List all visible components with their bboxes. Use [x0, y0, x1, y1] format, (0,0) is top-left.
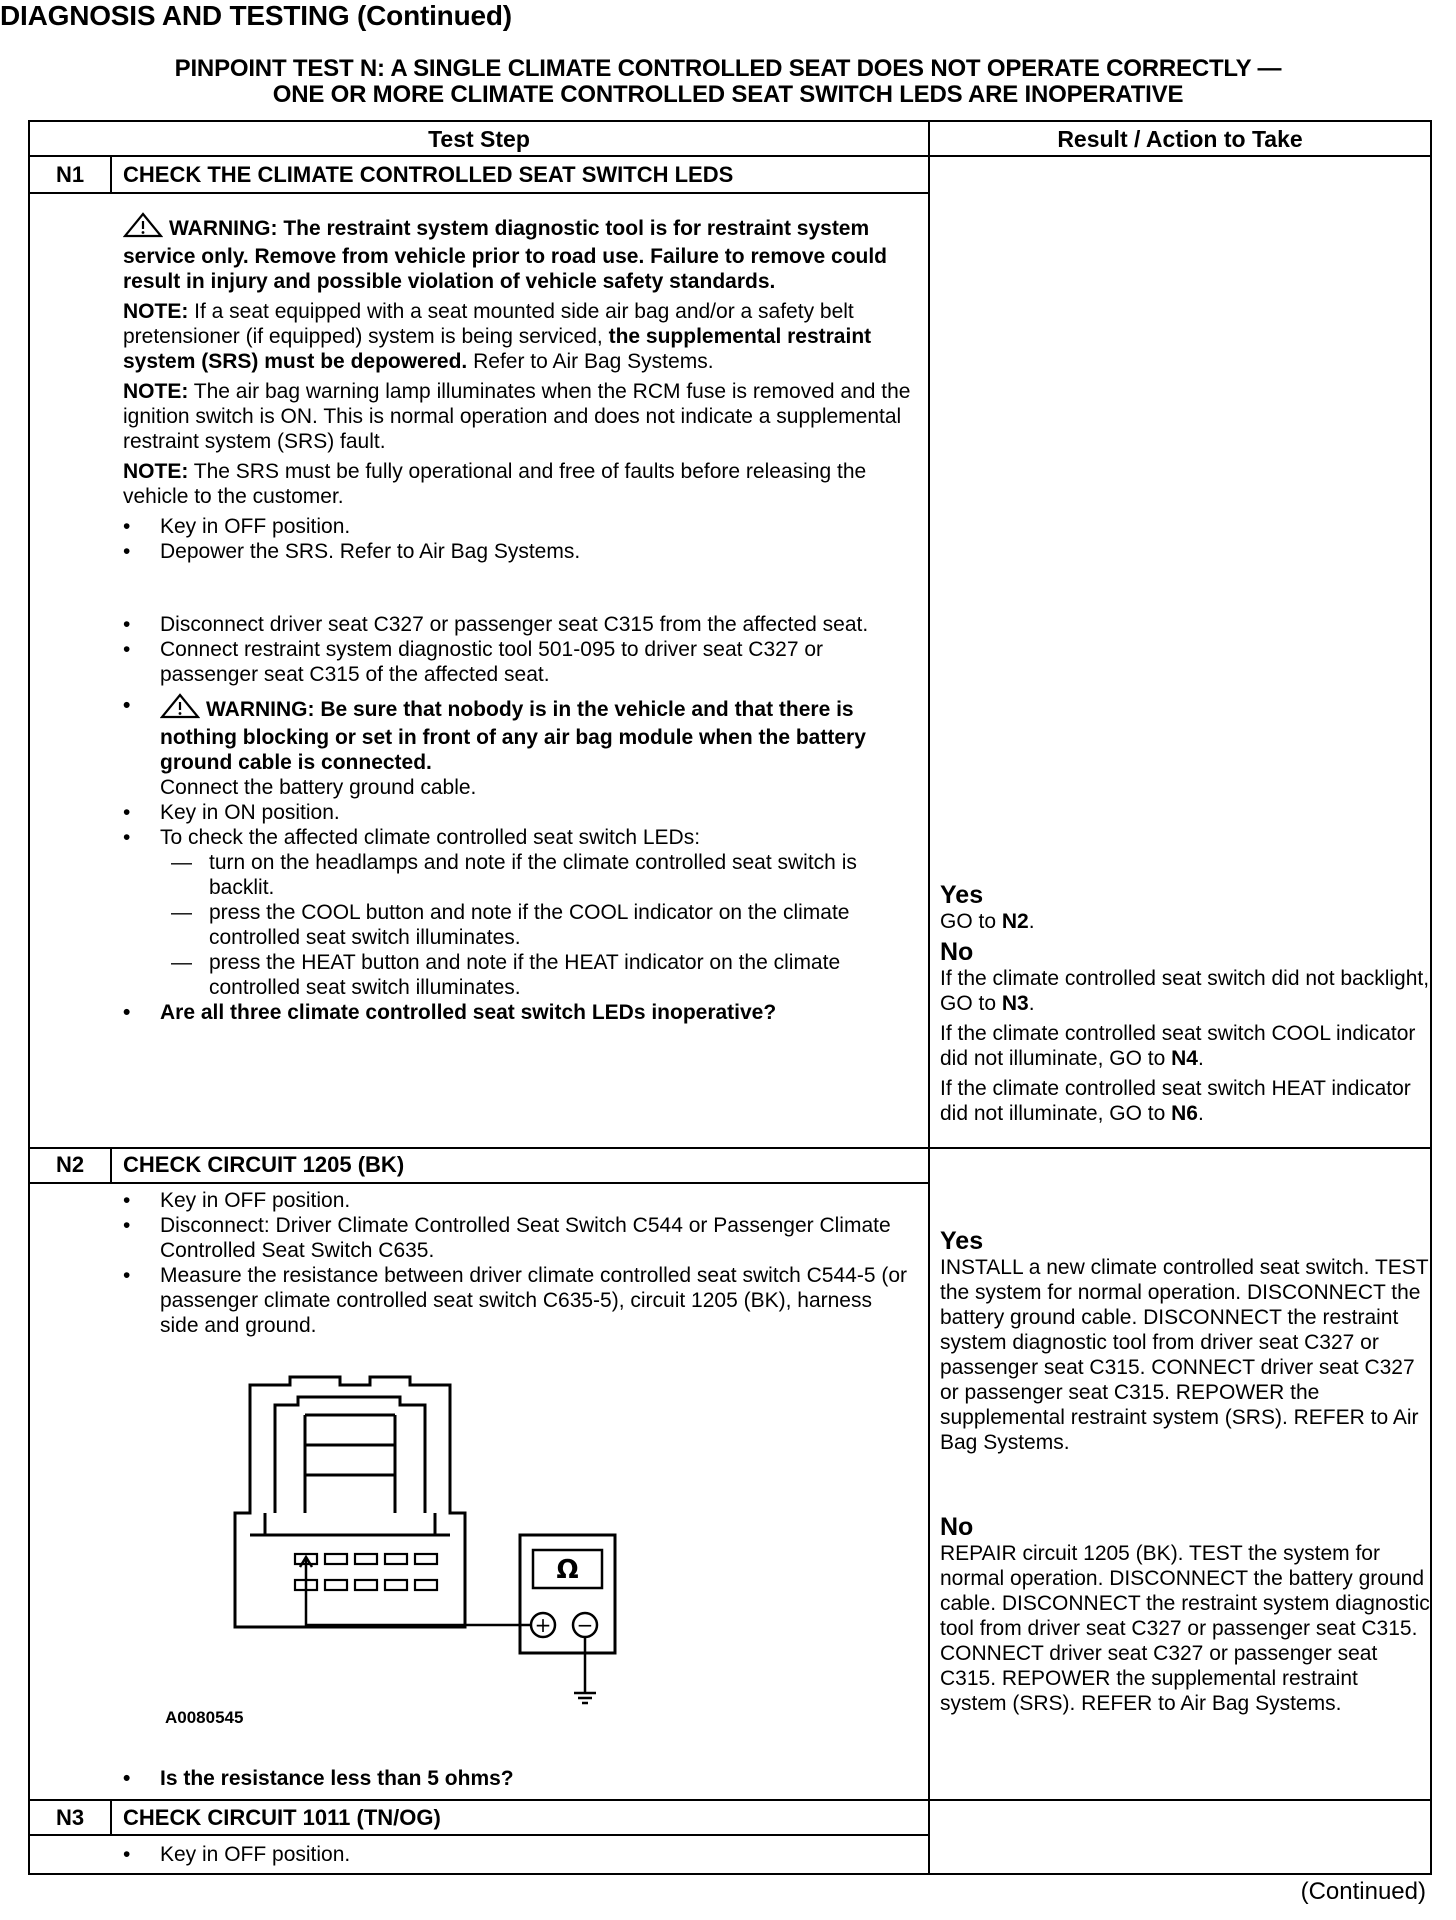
step-bullet: • Disconnect driver seat C327 or passenger seat C315 from the affected seat. [123, 612, 913, 637]
n3-row-rule [28, 1799, 1432, 1801]
result-text: . [1197, 1102, 1204, 1125]
step-bullet: • Key in ON position. [123, 800, 913, 825]
n3-title-rule [28, 1834, 930, 1836]
minus-label: − [576, 1613, 594, 1637]
note-label: NOTE: [123, 380, 189, 403]
title-line-2: ONE OR MORE CLIMATE CONTROLLED SEAT SWITCH LEDS ARE INOPERATIVE [272, 81, 1184, 108]
result-no-action: REPAIR circuit 1205 (BK). TEST the system for normal operation. DISCONNECT the battery ground cable. DISCONNECT the restraint system diagnostic tool from driver seat C327 or passenger seat C315. CONNECT driver seat C327 or passenger seat C315. REPOWER the supplemental restraint system (SRS). REFER to Air Bag Systems. [940, 1542, 1430, 1715]
note-emphasis: the supplemental restraint system (SRS) must be depowered. [123, 325, 872, 373]
step-title-n3: CHECK CIRCUIT 1011 (TN/OG) [123, 1805, 441, 1830]
step-link-n4[interactable]: N4 [1171, 1047, 1198, 1070]
connector-diagram [230, 1375, 690, 1705]
step-bullet: • Key in OFF position. [123, 1842, 913, 1867]
step-title-n2: CHECK CIRCUIT 1205 (BK) [123, 1152, 405, 1177]
note-tail: Refer to Air Bag Systems. [467, 350, 714, 373]
step-bullet: • Measure the resistance between driver climate controlled seat switch C544-5 (or passenger climate controlled seat switch C635-5), circuit 1205 (BK), harness side and ground. [123, 1263, 913, 1338]
result-no-action [940, 1076, 1430, 1126]
step-id-n1: N1 [55, 162, 85, 187]
warning-bullet [123, 693, 913, 775]
note-text: If a seat equipped with a seat mounted side air bag and/or a safety belt pretensioner (if equipped) system is being serviced, [123, 300, 854, 348]
warning-triangle-icon [160, 693, 200, 725]
warning-text: WARNING: Be sure that nobody is in the vehicle and that there is nothing blocking or set in front of any air bag module when the battery ground cable is connected. [160, 698, 866, 774]
sub-step: — press the COOL button and note if the COOL indicator on the climate controlled seat switch illuminates. [123, 900, 913, 950]
step-body-n2 [123, 1188, 913, 1338]
step-bullet: • Connect restraint system diagnostic tool 501-095 to driver seat C327 or passenger seat C315 of the affected seat. [123, 637, 913, 687]
result-no-label: No [940, 1513, 974, 1541]
step-bullet: • Disconnect: Driver Climate Controlled Seat Switch C544 or Passenger Climate Controlled Seat Switch C635. [123, 1213, 913, 1263]
result-yes-label: Yes [940, 881, 984, 909]
note-warning-lamp [123, 379, 913, 454]
result-n2 [940, 1228, 1430, 1460]
step-bullet: • To check the affected climate controlled seat switch LEDs: [123, 825, 913, 850]
note-srs-operational [123, 459, 913, 509]
continued-label: (Continued) [1300, 1878, 1426, 1905]
sub-step: — turn on the headlamps and note if the climate controlled seat switch is backlit. [123, 850, 913, 900]
result-text: If the climate controlled seat switch did not backlight, GO to [940, 967, 1430, 1015]
result-no-action [940, 1021, 1430, 1071]
note-text: The air bag warning lamp illuminates when the RCM fuse is removed and the ignition switch is ON. This is normal operation and does not indicate a supplemental restraint system (SRS) fault. [123, 380, 911, 453]
step-id-n3: N3 [55, 1805, 85, 1830]
result-text: If the climate controlled seat switch HEAT indicator did not illuminate, GO to [940, 1077, 1411, 1125]
step-question: • Are all three climate controlled seat switch LEDs inoperative? [123, 1000, 913, 1025]
step-link-n3[interactable]: N3 [1001, 992, 1029, 1015]
connector-illustration [230, 1375, 690, 1705]
step-title-n1: CHECK THE CLIMATE CONTROLLED SEAT SWITCH LEDS [123, 162, 734, 187]
ohm-symbol-icon: Ω [556, 1555, 579, 1585]
title-line-1: PINPOINT TEST N: A SINGLE CLIMATE CONTROLLED SEAT DOES NOT OPERATE CORRECTLY — [174, 55, 1282, 82]
note-srs-depower [123, 299, 913, 374]
result-text: . [1028, 910, 1035, 933]
step-bullet: • Depower the SRS. Refer to Air Bag Systems. [123, 539, 913, 564]
result-text: If the climate controlled seat switch COOL indicator did not illuminate, GO to [940, 1022, 1416, 1070]
figure-id: A0080545 [165, 1708, 244, 1727]
result-yes-action: INSTALL a new climate controlled seat switch. TEST the system for normal operation. DISCONNECT the battery ground cable. DISCONNECT the restraint system diagnostic tool from driver seat C327 or passenger seat C315. CONNECT driver seat C327 or passenger seat C315. REPOWER the supplemental restraint system (SRS). REFER to Air Bag Systems. [940, 1256, 1429, 1454]
result-no-label: No [940, 938, 974, 966]
result-yes-label: Yes [940, 1227, 984, 1255]
n2-row-rule [28, 1147, 1432, 1149]
step-body-n1 [123, 212, 913, 1025]
id-divider-n2 [110, 1148, 112, 1184]
note-label: NOTE: [123, 460, 189, 483]
step-link-n6[interactable]: N6 [1171, 1102, 1198, 1125]
step-body-n3 [123, 1842, 913, 1867]
sub-step: — press the HEAT button and note if the HEAT indicator on the climate controlled seat switch illuminates. [123, 950, 913, 1000]
col-header-test-step: Test Step [428, 126, 530, 152]
step-bullet: • Key in OFF position. [123, 514, 913, 539]
page-header: DIAGNOSIS AND TESTING (Continued) [0, 0, 512, 31]
col-header-result: Result / Action to Take [1057, 126, 1303, 152]
id-divider-n3 [110, 1800, 112, 1836]
step-link-n2[interactable]: N2 [1001, 910, 1029, 933]
step-question: • Is the resistance less than 5 ohms? [123, 1766, 913, 1791]
result-n1 [940, 882, 1430, 1131]
result-no-action [940, 966, 1430, 1016]
result-text: . [1028, 992, 1035, 1015]
id-divider-n1 [110, 156, 112, 194]
plus-label: + [534, 1613, 552, 1637]
result-text: . [1197, 1047, 1204, 1070]
warning-action: Connect the battery ground cable. [160, 776, 477, 799]
result-text: GO to [940, 910, 1002, 933]
n1-title-rule [28, 192, 930, 194]
warning-text: WARNING: The restraint system diagnostic tool is for restraint system service only. Remove from vehicle prior to road use. Failure to remove could result in injury and possible violation of vehicle safety standards. [123, 217, 888, 293]
result-yes-action [940, 909, 1430, 934]
ground-icon [574, 1637, 596, 1703]
warning-triangle-icon [123, 212, 163, 244]
step-question-n2-wrap [123, 1766, 913, 1791]
step-bullet: • Key in OFF position. [123, 1188, 913, 1213]
warning-block [123, 212, 913, 294]
page-title [30, 56, 1426, 108]
note-label: NOTE: [123, 300, 189, 323]
step-id-n2: N2 [55, 1152, 85, 1177]
note-text: The SRS must be fully operational and free of faults before releasing the vehicle to the customer. [123, 460, 867, 508]
column-divider [928, 120, 930, 1875]
result-n2-no [940, 1514, 1430, 1721]
n2-title-rule [28, 1182, 930, 1184]
